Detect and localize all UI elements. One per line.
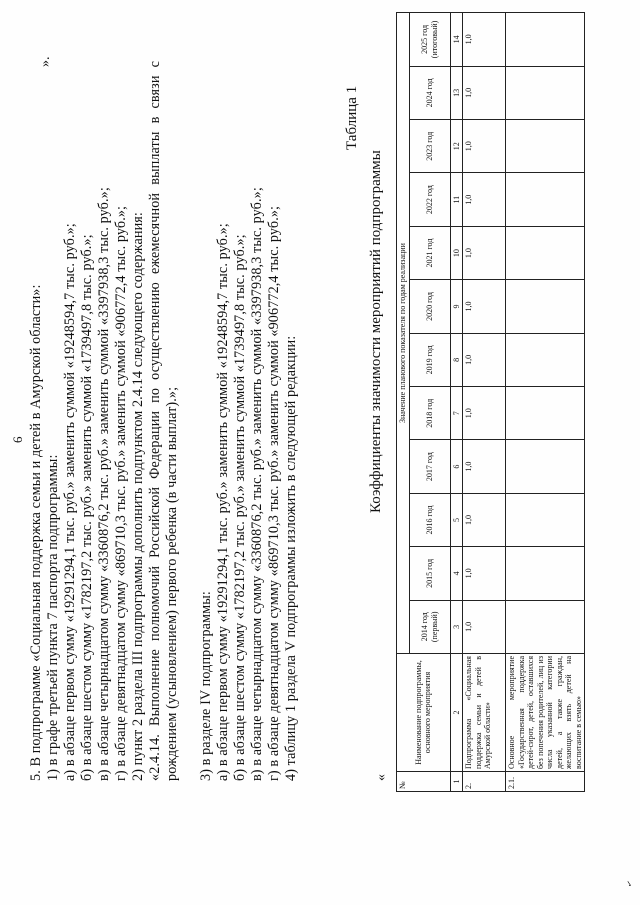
paragraph: в) в абзаце четырнадцатом сумму «3360876,2 тыс. руб.» заменить суммой «3397938,3 тыс. руб.»; — [96, 187, 112, 781]
row-value — [506, 66, 585, 119]
row-value: 1,0 — [463, 66, 506, 119]
row-value: 1,0 — [463, 440, 506, 493]
paragraph: 3) в разделе IV подпрограммы: — [198, 591, 214, 781]
row-value: 1,0 — [463, 493, 506, 546]
paragraph: 2) пункт 2 раздела III подпрограммы дополнить подпунктом 2.4.14 следующего содержания: — [130, 212, 146, 781]
row-value: 1,0 — [463, 600, 506, 653]
row-value — [506, 120, 585, 173]
row-value — [506, 226, 585, 279]
paragraph: б) в абзаце шестом сумму «1782197,2 тыс. руб.» заменить суммой «1739497,8 тыс. руб.»; — [232, 234, 248, 781]
row-value: 1,0 — [463, 387, 506, 440]
row-value — [506, 333, 585, 386]
row-number: 2. — [463, 772, 506, 792]
header-number: № — [397, 772, 451, 792]
paragraph: в) в абзаце четырнадцатом сумму «3360876,2 тыс. руб.» заменить суммой «3397938,3 тыс. руб.»; — [249, 187, 265, 781]
page-number: 6 — [10, 436, 25, 443]
row-value — [506, 13, 585, 67]
year-header: 2023 год — [409, 120, 450, 173]
row-number: 2.1. — [506, 772, 585, 792]
column-number: 10 — [450, 226, 463, 279]
column-number: 3 — [450, 600, 463, 653]
row-value — [506, 600, 585, 653]
column-number: 7 — [450, 387, 463, 440]
column-number: 11 — [450, 173, 463, 226]
table-header-row — [397, 13, 410, 792]
row-value — [506, 547, 585, 600]
paragraph: г) в абзаце девятнадцатом сумму «869710,3 тыс. руб.» заменить суммой «906772,4 тыс. руб.»; — [113, 205, 129, 781]
row-value: 1,0 — [463, 173, 506, 226]
year-header: 2019 год — [409, 333, 450, 386]
paragraph: 5. В подпрограмме «Социальная поддержка семьи и детей в Амурской области»: — [28, 284, 44, 781]
column-number: 1 — [450, 772, 463, 792]
table-label: Таблица 1 — [344, 85, 360, 150]
column-number: 8 — [450, 333, 463, 386]
row-value — [506, 173, 585, 226]
paragraph: б) в абзаце шестом сумму «1782197,2 тыс. руб.» заменить суммой «1739497,8 тыс. руб.»; — [79, 234, 95, 781]
row-name: Подпрограмма «Социальная поддержка семьи и детей в Амурской области» — [463, 654, 506, 772]
opening-quote: « — [374, 774, 389, 781]
column-number: 6 — [450, 440, 463, 493]
paragraph: «2.4.14. Выполнение полномочий Российской Федерации по осуществлению ежемесячной выплаты в связи с рождением (усыновлением) первого ребенка (в части выплат).»; — [147, 61, 180, 781]
margin-mark: ✓ — [624, 878, 635, 889]
paragraph: 1) в графе третьей пункта 7 паспорта подпрограммы: — [45, 454, 61, 781]
row-value — [506, 493, 585, 546]
paragraph: г) в абзаце девятнадцатом сумму «869710,3 тыс. руб.» заменить суммой «906772,4 тыс. руб.»; — [266, 205, 282, 781]
year-header: 2025 год (итоговый) — [409, 13, 450, 67]
year-header: 2021 год — [409, 226, 450, 279]
table-title: Коэффициенты значимости мероприятий подпрограммы — [368, 150, 384, 513]
year-header: 2017 год — [409, 440, 450, 493]
year-header: 2020 год — [409, 280, 450, 333]
table-row — [463, 13, 506, 792]
column-number: 2 — [450, 654, 463, 772]
row-value: 1,0 — [463, 13, 506, 67]
row-value: 1,0 — [463, 333, 506, 386]
closing-quote: ». — [38, 56, 53, 67]
row-value — [506, 387, 585, 440]
table-row — [506, 13, 585, 792]
year-header: 2024 год — [409, 66, 450, 119]
row-value: 1,0 — [463, 280, 506, 333]
column-number: 13 — [450, 66, 463, 119]
header-name: Наименование подпрограммы, основного мероприятия — [397, 654, 451, 772]
paragraph: а) в абзаце первом сумму «19291294,1 тыс. руб.» заменить суммой «19248594,7 тыс. руб.»; — [215, 223, 231, 781]
column-number: 14 — [450, 13, 463, 67]
year-header: 2022 год — [409, 173, 450, 226]
year-header: 2016 год — [409, 493, 450, 546]
year-header: 2018 год — [409, 387, 450, 440]
year-header: 2015 год — [409, 547, 450, 600]
header-years-group: Значение планового показателя по годам реализации — [397, 13, 410, 654]
coefficients-table — [396, 12, 585, 792]
column-number: 12 — [450, 120, 463, 173]
row-value: 1,0 — [463, 226, 506, 279]
row-value: 1,0 — [463, 120, 506, 173]
row-value — [506, 440, 585, 493]
table-numbering-row — [450, 13, 463, 792]
paragraph: а) в абзаце первом сумму «19291294,1 тыс. руб.» заменить суммой «19248594,7 тыс. руб.»; — [62, 223, 78, 781]
year-header: 2014 год (первый) — [409, 600, 450, 653]
row-value — [506, 280, 585, 333]
row-value: 1,0 — [463, 547, 506, 600]
row-name: Основное мероприятие «Государственная поддержка детей-сирот, детей, оставшихся без попечения родителей, лиц из числа указанной категории детей, а также граждан, желающих взять детей на воспитание в семью» — [506, 654, 585, 772]
paragraph: 4) таблицу 1 раздела V подпрограммы изложить в следующей редакции: — [283, 335, 299, 781]
column-number: 5 — [450, 493, 463, 546]
column-number: 4 — [450, 547, 463, 600]
column-number: 9 — [450, 280, 463, 333]
